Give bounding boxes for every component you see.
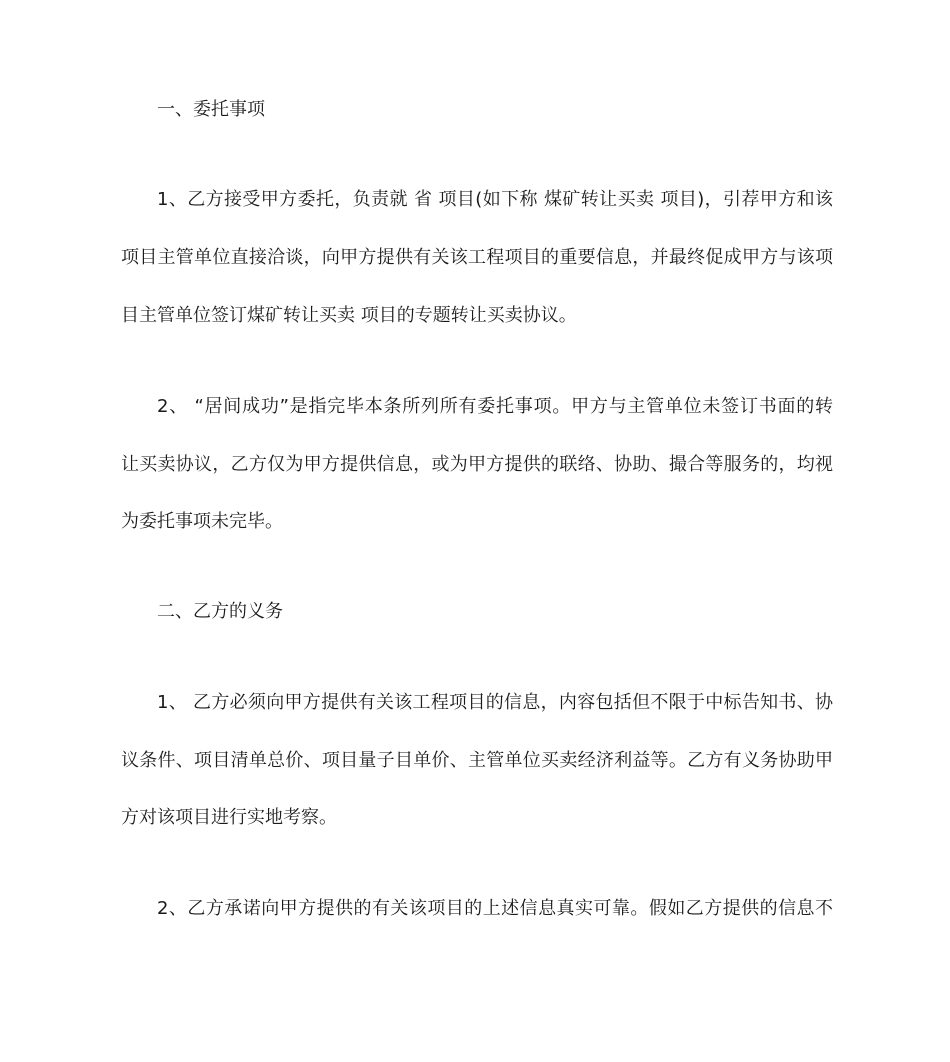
paragraph-line: 项目主管单位直接洽谈，向甲方提供有关该工程项目的重要信息，并最终促成甲方与该项 [121,247,833,268]
paragraph-line: 目主管单位签订煤矿转让买卖 项目的专题转让买卖协议。 [121,305,577,326]
paragraph-line: 1、乙方接受甲方委托，负责就 省 项目(如下称 煤矿转让买卖 项目)，引荐甲方和该 [157,189,833,210]
paragraph-line: 方对该项目进行实地考察。 [121,807,337,828]
paragraph-line: 议条件、项目清单总价、项目量子目单价、主管单位买卖经济利益等。乙方有义务协助甲 [121,750,833,771]
paragraph-line: 让买卖协议，乙方仅为甲方提供信息，或为甲方提供的联络、协助、撮合等服务的，均视 [121,454,833,475]
paragraph-line: 2、乙方承诺向甲方提供的有关该项目的上述信息真实可靠。假如乙方提供的信息不 [157,898,833,919]
section-heading-entrusted-matters: 一、委托事项 [157,99,265,120]
section-heading-party-b-obligations: 二、乙方的义务 [157,601,283,622]
paragraph-line: 2、 “居间成功”是指完毕本条所列所有委托事项。甲方与主管单位未签订书面的转 [157,396,833,417]
paragraph-line: 1、 乙方必须向甲方提供有关该工程项目的信息，内容包括但不限于中标告知书、协 [157,692,833,713]
paragraph-line: 为委托事项未完毕。 [121,511,283,532]
